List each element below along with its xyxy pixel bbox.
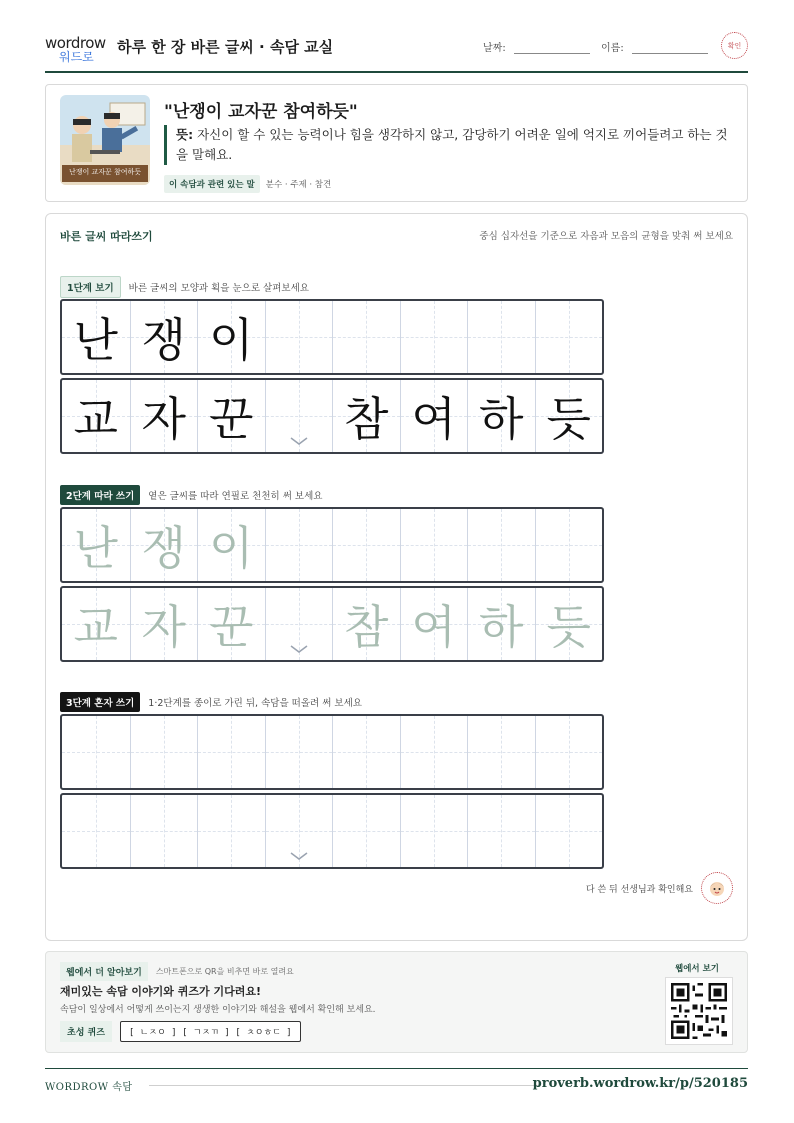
page-footer [45, 1068, 748, 1098]
proverb-card [45, 84, 748, 202]
meaning-text: 자신이 할 수 있는 능력이나 힘을 생각하지 않고, 감당하기 어려운 일에 억지로 끼어들려고 하는 것을 말해요. [176, 127, 728, 162]
grid-cell [130, 301, 198, 373]
grid-char: 자 [141, 392, 186, 446]
grid-cell[interactable] [332, 588, 400, 660]
grid-char: 난 [73, 313, 118, 367]
date-label: 날짜: [483, 43, 506, 54]
grid-cell[interactable] [197, 795, 265, 867]
page-title: 하루 한 장 바른 글씨 · 속담 교실 [117, 38, 334, 56]
grid-cell[interactable] [197, 716, 265, 788]
grid-char: 참 [344, 392, 389, 446]
grid-cell[interactable] [130, 795, 198, 867]
footer-url[interactable]: proverb.wordrow.kr/p/520185 [532, 1076, 748, 1091]
wordrow-logo [45, 34, 107, 64]
step3-header [60, 692, 362, 712]
grid-cell[interactable] [332, 509, 400, 581]
teacher-stamp-icon [701, 872, 733, 904]
practice-title: 바른 글씨 따라쓰기 [60, 230, 153, 243]
grid-cell[interactable] [535, 795, 603, 867]
check-text: 다 쓴 뒤 선생님과 확인해요 [585, 884, 693, 895]
step3-desc: 1·2단계를 종이로 가린 뒤, 속담을 떠올려 써 보세요 [148, 698, 362, 709]
free-row-2[interactable] [60, 793, 604, 869]
grid-cell[interactable] [535, 509, 603, 581]
grid-cell[interactable] [400, 716, 468, 788]
grid-cell[interactable] [265, 795, 333, 867]
related-list: 분수 · 주제 · 참견 [265, 180, 332, 190]
web-promo [45, 951, 748, 1053]
view-row-2 [60, 378, 604, 454]
grid-char: 듯 [546, 600, 591, 654]
illustration-caption: 난쟁이 교자꾼 참여하듯 [68, 168, 142, 176]
stamp-text: 확인 [727, 41, 742, 50]
proverb-meaning [164, 125, 734, 165]
step2-badge: 2단계 따라 쓰기 [60, 485, 140, 505]
step2-desc: 옅은 글씨를 따라 연필로 천천히 써 보세요 [148, 491, 323, 502]
grid-cell[interactable] [332, 795, 400, 867]
grid-cell [535, 380, 603, 452]
grid-char: 꾼 [209, 392, 254, 446]
grid-cell[interactable] [535, 716, 603, 788]
grid-cell[interactable] [62, 588, 130, 660]
grid-char: 쟁 [141, 521, 186, 575]
grid-char: 하 [479, 600, 524, 654]
related-label: 이 속담과 관련 있는 말 [164, 175, 260, 193]
grid-cell[interactable] [265, 716, 333, 788]
grid-char: 참 [344, 600, 389, 654]
grid-cell[interactable] [62, 509, 130, 581]
page-header [45, 30, 748, 73]
footer-divider [149, 1085, 538, 1086]
grid-char: 꾼 [209, 600, 254, 654]
date-field [483, 39, 590, 54]
web-top [60, 962, 294, 981]
grid-cell [62, 380, 130, 452]
name-field [601, 39, 708, 54]
grid-char: 난 [73, 521, 118, 575]
grid-cell [332, 380, 400, 452]
trace-row-1[interactable] [60, 507, 604, 583]
date-line[interactable] [514, 44, 590, 54]
grid-cell[interactable] [197, 588, 265, 660]
step2-header [60, 485, 322, 505]
step1-badge: 1단계 보기 [60, 276, 121, 298]
grid-cell[interactable] [467, 588, 535, 660]
grid-cell [332, 301, 400, 373]
grid-cell[interactable] [62, 795, 130, 867]
grid-char: 교 [73, 600, 118, 654]
practice-hint: 중심 십자선을 기준으로 자음과 모음의 균형을 맞춰 써 보세요 [479, 231, 733, 242]
grid-cell[interactable] [400, 588, 468, 660]
grid-cell[interactable] [467, 716, 535, 788]
trace-row-2[interactable] [60, 586, 604, 662]
qr-code-icon[interactable] [665, 977, 733, 1045]
view-row-1 [60, 299, 604, 375]
grid-cell [467, 301, 535, 373]
logo-wordmark: wordrow [45, 34, 106, 52]
grid-cell [265, 301, 333, 373]
teacher-check [586, 872, 733, 904]
grid-cell [197, 301, 265, 373]
space-mark-icon [289, 851, 309, 861]
grid-cell[interactable] [62, 716, 130, 788]
grid-cell[interactable] [197, 509, 265, 581]
web-headline: 재미있는 속담 이야기와 퀴즈가 기다려요! [60, 985, 261, 998]
quiz-label: 초성 퀴즈 [60, 1021, 112, 1042]
grid-cell [400, 301, 468, 373]
grid-char: 여 [411, 600, 456, 654]
name-label: 이름: [601, 43, 624, 54]
grid-cell[interactable] [535, 588, 603, 660]
grid-cell[interactable] [265, 588, 333, 660]
grid-char: 듯 [546, 392, 591, 446]
footer-brand: WORDROW 속담 [45, 1082, 133, 1093]
grid-char: 자 [141, 600, 186, 654]
proverb-illustration [60, 95, 150, 185]
quiz-answer-box: [ ㄴㅈㅇ ] [ ㄱㅈㄲ ] [ ㅊㅇㅎㄷ ] [120, 1021, 301, 1042]
web-tag: 웹에서 더 알아보기 [60, 962, 148, 981]
logo-korean: 워드로 [59, 50, 94, 64]
step3-badge: 3단계 혼자 쓰기 [60, 692, 140, 712]
grid-cell[interactable] [130, 509, 198, 581]
grid-cell[interactable] [130, 588, 198, 660]
proverb-title: "난쟁이 교자꾼 참여하듯" [164, 102, 358, 122]
meaning-label: 뜻: [176, 127, 194, 142]
grid-cell [400, 380, 468, 452]
grid-char: 여 [411, 392, 456, 446]
web-subtext: 속담이 일상에서 어떻게 쓰이는지 생생한 이야기와 해설을 웹에서 확인해 보세요. [60, 1005, 376, 1015]
grid-cell[interactable] [130, 716, 198, 788]
name-line[interactable] [632, 44, 708, 54]
grid-char: 이 [209, 313, 254, 367]
free-row-1[interactable] [60, 714, 604, 790]
grid-cell [467, 380, 535, 452]
grid-cell[interactable] [400, 795, 468, 867]
grid-char: 하 [479, 392, 524, 446]
grid-cell [197, 380, 265, 452]
grid-cell [62, 301, 130, 373]
grid-cell[interactable] [467, 795, 535, 867]
practice-section [45, 213, 748, 941]
scan-hint: 스마트폰으로 QR을 비추면 바로 열려요 [155, 967, 294, 976]
grid-char: 교 [73, 392, 118, 446]
space-mark-icon [289, 436, 309, 446]
grid-cell [130, 380, 198, 452]
grid-cell[interactable] [332, 716, 400, 788]
related-words [164, 175, 331, 193]
confirm-stamp-icon [721, 32, 748, 59]
chosung-quiz [60, 1021, 301, 1042]
grid-char: 이 [209, 521, 254, 575]
qr-label: 웹에서 보기 [674, 964, 719, 974]
step1-header [60, 276, 309, 298]
grid-cell [535, 301, 603, 373]
grid-cell[interactable] [400, 509, 468, 581]
grid-cell[interactable] [467, 509, 535, 581]
grid-cell[interactable] [265, 509, 333, 581]
grid-char: 쟁 [141, 313, 186, 367]
step1-desc: 바른 글씨의 모양과 획을 눈으로 살펴보세요 [128, 283, 309, 294]
space-mark-icon [289, 644, 309, 654]
grid-cell [265, 380, 333, 452]
